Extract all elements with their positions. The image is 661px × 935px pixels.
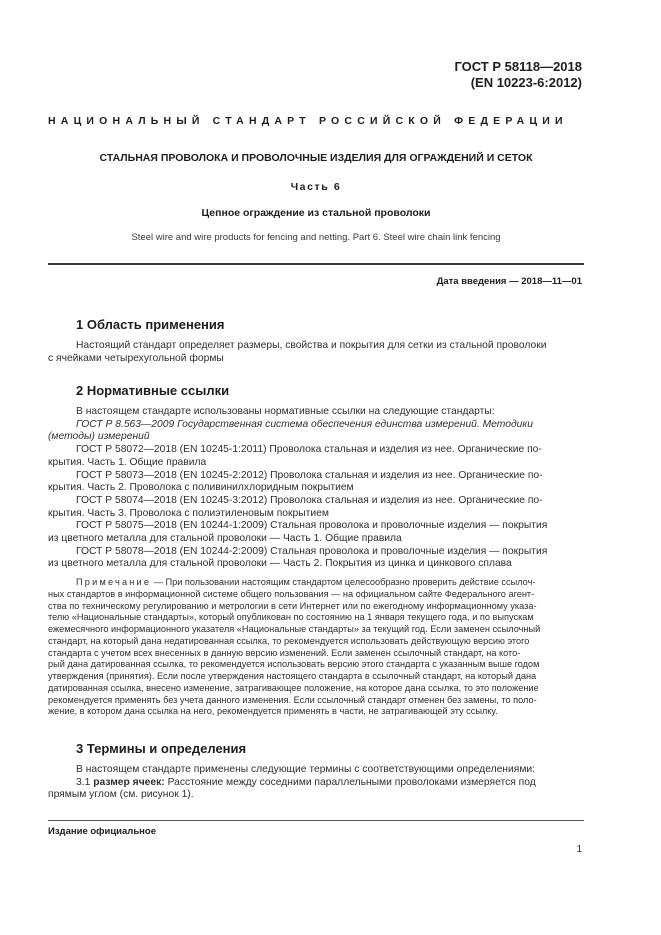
text-line: В настоящем стандарте применены следующие термины с соответствующими определениями: <box>76 764 536 775</box>
note-line: ства по техническому регулированию и метрологии в сети Интернет или по ежегодному информационному указа- <box>48 600 537 611</box>
reference-line: ГОСТ Р 58075—2018 (EN 10244-1:2009) Стальная проволока и проволочные изделия — покрытия <box>76 520 548 532</box>
term-definition-cont: прямым углом (см. рисунок 1). <box>48 789 194 801</box>
section-1-text <box>48 340 584 365</box>
note-line <box>48 577 584 589</box>
footer-divider <box>48 820 584 821</box>
reference-line: крытия. Часть 3. Проволока с полиэтиленовым покрытием <box>48 507 329 519</box>
note-line: ных стандартов в информационной системе общего пользования — на официальном сайте Федерального агент- <box>48 588 535 599</box>
reference-line: из цветного металла для стальной проволоки — Часть 2. Покрытия из цинка и цинкового сплава <box>48 558 512 570</box>
reference-line: крытия. Часть 2. Проволока с поливинилхлоридным покрытием <box>48 482 354 494</box>
section-2-references <box>48 406 584 571</box>
text-line: Настоящий стандарт определяет размеры, свойства и покрытия для сетки из стальной проволоки <box>76 340 547 351</box>
document-subtitle: Цепное ограждение из стальной проволоки <box>201 207 431 219</box>
section-3-text <box>48 764 584 802</box>
reference-line: ГОСТ Р 58073—2018 (EN 10245-2:2012) Проволока стальная и изделия из нее. Органические по- <box>76 469 543 481</box>
note-text: — При пользовании настоящим стандартом целесообразно проверить действие ссылоч- <box>151 577 536 587</box>
reference-line: ГОСТ Р 58072—2018 (EN 10245-1:2011) Проволока стальная и изделия из нее. Органические по- <box>76 444 542 456</box>
reference-line: ГОСТ Р 58078—2018 (EN 10244-2:2009) Стальная проволока и проволочные изделия — покрытия <box>76 545 548 557</box>
note-label: Примечание <box>76 577 152 587</box>
reference-line: крытия. Часть 1. Общие правила <box>48 456 207 468</box>
reference-line: из цветного металла для стальной проволоки — Часть 1. Общие правила <box>48 533 402 545</box>
section-1-heading: 1 Область применения <box>76 317 225 332</box>
text-line: с ячейками четырехугольной формы <box>48 352 224 364</box>
note-line: стандарт, на который дана недатированная ссылка, то рекомендуется использовать действующую версию этого <box>48 635 530 646</box>
section-3-heading: 3 Термины и определения <box>76 741 247 756</box>
document-title: СТАЛЬНАЯ ПРОВОЛОКА И ПРОВОЛОЧНЫЕ ИЗДЕЛИЯ ДЛЯ ОГРАЖДЕНИЙ И СЕТОК <box>99 152 533 164</box>
standard-code-ru: ГОСТ Р 58118—2018 <box>454 59 582 74</box>
document-title-english: Steel wire and wire products for fencing and netting. Part 6. Steel wire chain link fencing <box>131 232 501 243</box>
section-2-heading: 2 Нормативные ссылки <box>76 383 230 398</box>
national-standard-banner: НАЦИОНАЛЬНЫЙ СТАНДАРТ РОССИЙСКОЙ ФЕДЕРАЦИИ <box>48 115 568 127</box>
note-line: жение, в котором дана ссылка на него, рекомендуется применять в части, не затрагивающей эту ссылку. <box>48 706 498 717</box>
page-number: 1 <box>576 844 582 855</box>
note-line: ежемесячного информационного указателя «Национальные стандарты» за текущий год. Если заменен ссылочный <box>48 624 541 634</box>
standard-code <box>454 59 582 91</box>
note-line: рекомендуется применять без учета данного изменения. Если ссылочный стандарт отменен без замены, то поло- <box>48 694 537 705</box>
standard-code-en: (EN 10223-6:2012) <box>470 75 582 90</box>
term-line <box>48 777 584 790</box>
reference-line: ГОСТ Р 58074—2018 (EN 10245-3:2012) Проволока стальная и изделия из нее. Органические по- <box>76 494 543 506</box>
official-edition-label: Издание официальное <box>48 826 156 837</box>
reference-line: (методы) измерений <box>48 431 150 443</box>
term-definition: Расстояние между соседними параллельными проволоками измеряется под <box>164 776 536 788</box>
document-part: Часть 6 <box>290 181 342 193</box>
note-line: стандарта с учетом всех внесенных в данную версию изменений. Если заменен ссылочный стандарт, на кото- <box>48 647 521 658</box>
note-line: телю «Национальные стандарты», который опубликован по состоянию на 1 января текущего года, и по выпускам <box>48 612 534 623</box>
introduction-date: Дата введения — 2018—11—01 <box>436 276 582 287</box>
term-name: размер ячеек: <box>93 776 165 788</box>
reference-line: ГОСТ Р 8.563—2009 Государственная система обеспечения единства измерений. Методики <box>76 418 533 430</box>
term-number: 3.1 <box>76 776 94 788</box>
note-line: датированная ссылка, внесено изменение, затрагивающее положение, на которое дана ссылка, то это положение <box>48 682 539 693</box>
note-line: рый дана датированная ссылка, то рекомендуется использовать версию этого стандарта с указанным выше годом <box>48 659 540 670</box>
header-divider <box>48 263 584 265</box>
text-line: В настоящем стандарте использованы нормативные ссылки на следующие стандарты: <box>76 406 495 417</box>
note-block <box>48 577 584 718</box>
note-line: утверждения (принятия). Если после утверждения настоящего стандарта в ссылочный стандарт, на который дана <box>48 671 537 681</box>
